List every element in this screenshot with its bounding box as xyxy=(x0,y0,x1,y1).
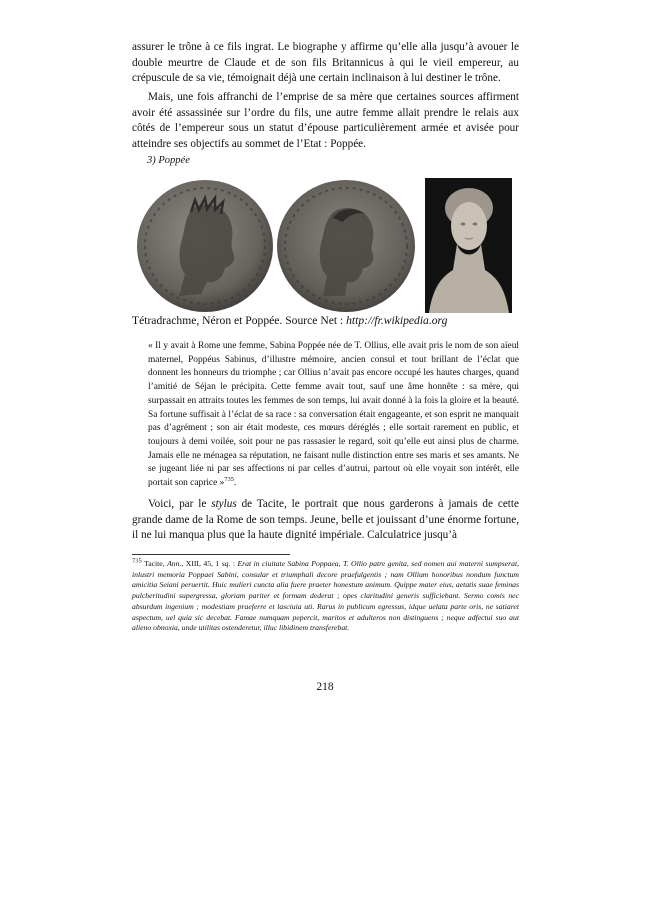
footnote-colon: : xyxy=(230,559,238,568)
poppaea-bust-image xyxy=(425,178,512,313)
footnote-latin-text: Erat in ciuitate Sabina Poppaea, T. Ollio patre genita, sed nomen aui materni sumpserat, inlustri memoria Poppaei Sabini, consular et triumphali decore praefulgentis ; nam Ollium honoribus nondum functum amicitia Seiani peruertit. Huic mulieri cuncta alia fuere praeter honestum animum. Quippe mater eius, aetatis suae feminas pulcheritudini supergressa, gloriam pariter et formam dederat ; opes claritudini generis sufficiebant. Sermo comis nec absurdum ingenium ; modestiam praeferre et lasciuia uti. Rarus in publicum egressus, idque uelata parte oris, ne satiaret aspectum, uel quia sic decebat. Famae numquam pepercit, maritos et adulteros non distinguens ; neque adfectui suo aut alieno obnoxia, unde utilitas ostenderetur, illuc libidinem transferebat. xyxy=(132,559,519,633)
footnote-source: Tacite, xyxy=(141,559,168,568)
caption-text: Tétradrachme, Néron et Poppée. Source Net : xyxy=(132,314,347,327)
figure-caption xyxy=(132,313,532,328)
body-paragraph: Mais, une fois affranchi de l’emprise de sa mère que certaines sources affirment avoir été assassinée sur l’ordre du fils, une autre femme allait prendre le relais aux côtés de l’empereur sous un statut d’épouse particulièrement armée et avisée pour atteindre ses objectifs au sommet de l’Etat : Poppée. xyxy=(132,91,519,150)
body-paragraph xyxy=(132,497,519,544)
quote-end: . xyxy=(234,478,237,489)
poppaea-coin-image xyxy=(275,178,417,314)
caption-source-url: http://fr.wikipedia.org xyxy=(346,314,448,327)
page-number: 218 xyxy=(316,681,334,693)
footnote-divider xyxy=(132,554,290,555)
footnote-reference: 735 xyxy=(224,475,235,483)
section-heading: 3) Poppée xyxy=(147,155,190,166)
footnote-work: Ann. xyxy=(167,559,182,568)
footnote xyxy=(132,559,519,634)
nero-coin-image xyxy=(135,178,275,314)
p3-rest: de Tacite, le portrait que nous garderons à jamais de cette grande dame de la Rome de son temps. Jeune, belle et jouissant d’une énorme fortune, il ne lui manqua plus que la haute dignité impériale. Calculatrice jusqu’à xyxy=(132,498,519,542)
footnote-sq: sq. xyxy=(221,559,231,568)
p3-stylus: stylus xyxy=(211,498,237,510)
footnote-ref: , XIII, 45, 1 xyxy=(181,559,222,568)
footnote-number: 735 xyxy=(132,557,142,565)
quote-text: « Il y avait à Rome une femme, Sabina Poppée née de T. Ollius, elle avait pris le nom de son aïeul maternel, Poppéus Sabinus, d’illustre mémoire, ancien consul et tout brillant de l’éclat que donnent les honneurs du triomphe ; car Ollius n’avait pas encore occupé les hautes charges, quand l’amitié de Séjan le précipita. Cette femme avait tout, sauf une âme honnête : sa mère, qui surpassait en attraits toutes les femmes de son temps, lui avait donné à la fois la gloire et la beauté. Sa fortune suffisait à l’éclat de sa race : sa conversation était engageante, et son esprit ne manquait pas d’agrément ; son air était modeste, ces mœurs déréglés ; elle sortait rarement en public, et toujours à demi voilée, soit pour ne pas rassasier le regard, soit qu’elle eut ainsi plus de charme. Jamais elle ne ménagea sa réputation, ne faisant nulle distinction entre ses maris et ses amants. Ne se jugeant liée ni par ses affections ni par celles d’autrui, partout où elle voyait son intérêt, elle portait son caprice » xyxy=(148,341,519,489)
block-quote xyxy=(148,340,519,491)
p3-start: Voici, par le xyxy=(148,498,212,510)
body-paragraph: assurer le trône à ce fils ingrat. Le biographe y affirme qu’elle alla jusqu’à avouer le double meurtre de Claude et de son fils Britannicus à qui le vieil empereur, au crépuscule de sa vie, témoignait déjà une certain inclinaison à lui destiner le trône. xyxy=(132,41,519,85)
